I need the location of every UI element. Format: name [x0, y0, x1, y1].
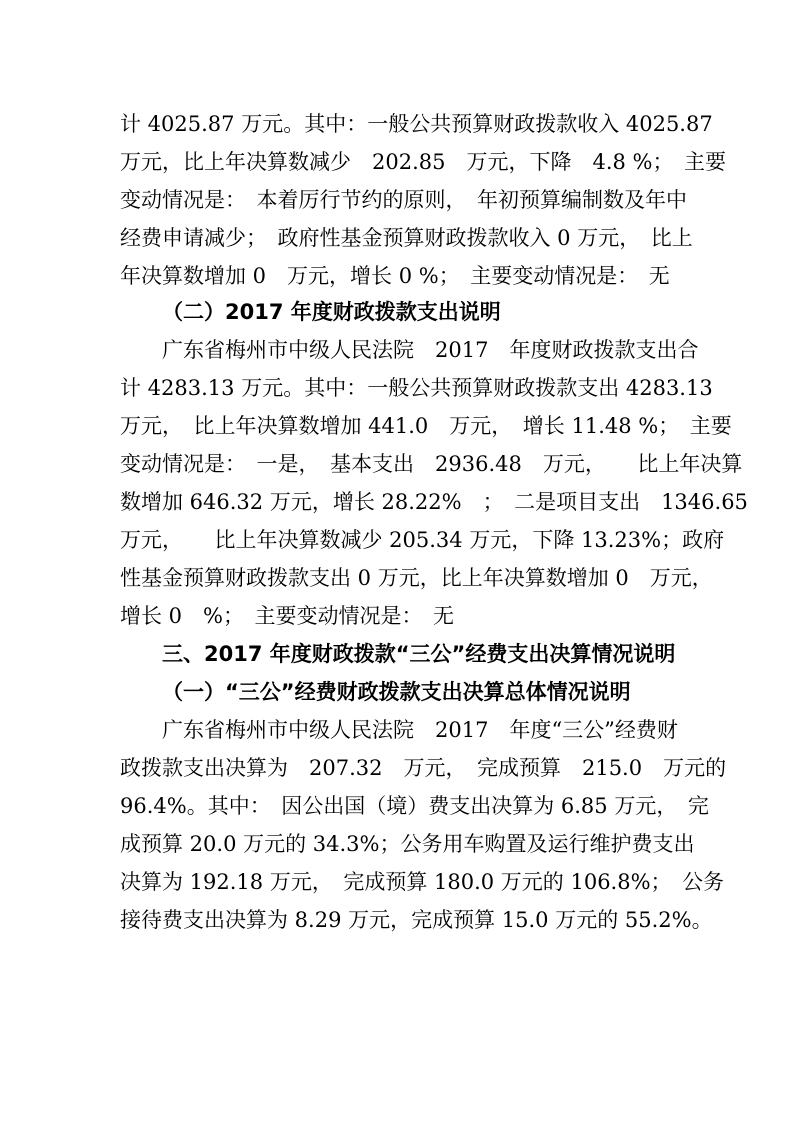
subsection-heading: （一）“三公”经费财政拨款支出决算总体情况说明: [162, 680, 631, 704]
paragraph-line: 增长 0 %； 主要变动情况是： 无: [120, 604, 454, 628]
paragraph-line: 经费申请减少； 政府性基金预算财政拨款收入 0 万元， 比上: [120, 226, 693, 250]
paragraph-line: 万元，比上年决算数减少 202.85 万元，下降 4.8 %； 主要: [120, 150, 727, 174]
paragraph-line: 政拨款支出决算为 207.32 万元， 完成预算 215.0 万元的: [120, 756, 727, 780]
paragraph-line: 变动情况是： 本着厉行节约的原则， 年初预算编制数及年中: [120, 188, 687, 212]
paragraph-line: 成预算 20.0 万元的 34.3%；公务用车购置及运行维护费支出: [120, 832, 695, 856]
section-heading: （二）2017 年度财政拨款支出说明: [162, 300, 501, 324]
paragraph-line: 数增加 646.32 万元，增长 28.22% ； 二是项目支出 1346.65: [120, 490, 748, 514]
paragraph-line: 96.4%。其中： 因公出国（境）费支出决算为 6.85 万元， 完: [120, 794, 709, 818]
paragraph-line: 万元， 比上年决算数减少 205.34 万元，下降 13.23%；政府: [120, 528, 725, 552]
paragraph-line: 接待费支出决算为 8.29 万元，完成预算 15.0 万元的 55.2%。: [120, 908, 713, 932]
paragraph-line: 年决算数增加 0 万元，增长 0 %； 主要变动情况是： 无: [120, 264, 670, 288]
paragraph-line: 广东省梅州市中级人民法院 2017 年度财政拨款支出合: [162, 338, 699, 362]
paragraph-line: 万元， 比上年决算数增加 441.0 万元， 增长 11.48 %； 主要: [120, 414, 732, 438]
paragraph-line: 计 4025.87 万元。其中：一般公共预算财政拨款收入 4025.87: [120, 112, 713, 136]
paragraph-line: 计 4283.13 万元。其中：一般公共预算财政拨款支出 4283.13: [120, 376, 713, 400]
paragraph-line: 决算为 192.18 万元， 完成预算 180.0 万元的 106.8%； 公务: [120, 870, 725, 894]
section-heading: 三、2017 年度财政拨款“三公”经费支出决算情况说明: [162, 642, 676, 666]
paragraph-line: 性基金预算财政拨款支出 0 万元，比上年决算数增加 0 万元，: [120, 566, 713, 590]
paragraph-line: 广东省梅州市中级人民法院 2017 年度“三公”经费财: [162, 718, 678, 742]
paragraph-line: 变动情况是： 一是， 基本支出 2936.48 万元， 比上年决算: [120, 452, 743, 476]
